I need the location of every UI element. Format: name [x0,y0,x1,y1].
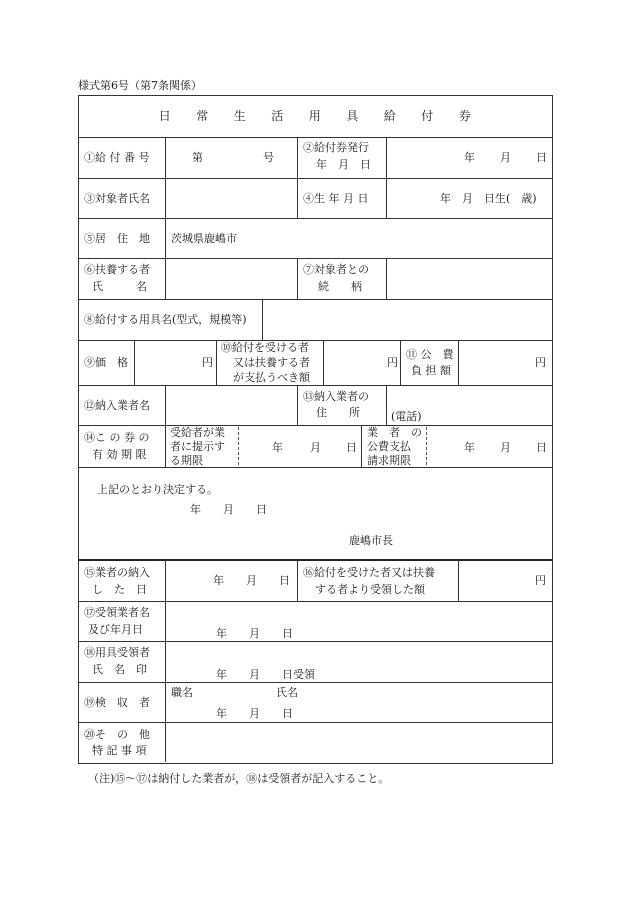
recipient-receipt-date: 年 月 日受領 [216,668,315,681]
address-label: ⑤居 住 地 [84,232,150,245]
dashed-divider [426,427,427,465]
divider [78,258,552,259]
burden-yen: 円 [387,356,398,369]
divider [400,340,401,385]
divider [78,467,552,468]
claim-year: 年 [464,441,475,454]
issue-number-label: ①給 付 番 号 [84,151,150,164]
received-amount-label: ⑯給付を受けた者又は扶養 [303,566,435,579]
divider [297,385,298,425]
supporter-label: ⑥扶養する者 [84,263,150,276]
divider [78,178,552,179]
number-prefix: 第 [192,151,203,164]
remarks-label-2: 特 記 事 項 [92,744,147,757]
form-number: 様式第6号（第7条関係） [78,79,202,92]
inspection-date: 年 月 日 [216,707,293,720]
issue-date-label: ②給付券発行 [303,141,369,154]
public-burden-label: ⑪ 公 費 [406,348,454,361]
equipment-recipient-label-2: 氏 名 印 [92,663,147,676]
vendor-address-label-2: 住 所 [316,406,360,419]
divider [78,722,552,723]
inspector-name-label: 氏名 [276,686,298,699]
subject-name-label: ③対象者氏名 [84,192,150,205]
remarks-label: ⑳そ の 他 [84,728,150,741]
received-amount-label-2: する者より受領した額 [315,583,425,596]
divider [262,299,263,340]
received-yen: 円 [535,574,546,587]
claim-deadline-label-3: 請求期限 [367,454,411,467]
number-suffix: 号 [263,151,274,164]
issue-date-day: 日 [536,151,547,164]
burden-label-2: 又は扶養する者 [233,356,310,369]
divider [386,385,387,425]
divider [78,340,552,341]
price-label: ⑨価 格 [84,356,128,369]
present-deadline-label: 受給者が業 [170,426,225,439]
price-yen: 円 [202,356,213,369]
dashed-divider [238,427,239,465]
divider [458,559,459,601]
divider [361,425,362,467]
divider [165,425,166,467]
claim-day: 日 [536,441,547,454]
decision-text: 上記のとおり決定する。 [97,483,218,496]
delivery-date: 年 月 日 [213,574,290,587]
divider [134,340,135,385]
divider [323,340,324,385]
present-deadline-label-2: 者に提示す [170,440,225,453]
divider [297,137,298,218]
receiving-vendor-label-2: 及び年月日 [88,623,143,636]
inspector-post-label: 職名 [171,686,193,699]
receiving-vendor-label: ⑰受領業者名 [84,606,150,619]
divider [386,258,387,299]
delivery-date-label-2: し た 日 [92,583,147,596]
divider [458,340,459,385]
birth-date-label: ④生 年 月 日 [303,192,369,205]
claim-month: 月 [500,441,511,454]
divider [78,299,552,300]
form-title: 日 常 生 活 用 具 給 付 券 [158,109,472,123]
phone-label: (電話) [391,410,422,423]
birth-date-value: 年 月 日生( 歳) [440,192,537,205]
inspector-label: ⑲検 収 者 [84,696,150,709]
divider [386,137,387,218]
public-yen: 円 [535,356,546,369]
public-burden-label-2: 負 担 額 [411,364,451,377]
receiving-vendor-date: 年 月 日 [216,627,293,640]
footnote: （注)⑮～⑰は納付した業者が，⑱は受領者が記入すること。 [88,772,390,785]
relation-label: ⑦対象者との [303,263,369,276]
mayor-signature-label: 鹿嶋市長 [349,534,393,547]
claim-deadline-label: 業 者 の [367,426,422,439]
divider [165,385,166,425]
present-deadline-label-3: る期限 [170,454,203,467]
relation-label-2: 続 柄 [318,280,362,293]
divider [78,601,552,602]
validity-label: ⑭こ の 券 の [84,431,150,444]
divider [297,258,298,299]
divider [78,425,552,426]
divider [297,559,298,601]
issue-date-year: 年 [464,151,475,164]
present-month: 月 [310,441,321,454]
address-value: 茨城県鹿嶋市 [171,232,237,245]
delivery-date-label: ⑮業者の納入 [84,566,150,579]
divider [78,385,552,386]
equipment-recipient-label: ⑱用具受領者 [84,646,150,659]
divider [78,682,552,683]
divider-thick [78,559,552,561]
vendor-address-label: ⑬納入業者の [303,390,369,403]
present-year: 年 [272,441,283,454]
divider [165,559,166,601]
claim-deadline-label-2: 公費支払 [367,440,411,453]
burden-label: ⑩給付を受ける者 [221,341,309,354]
vendor-name-label: ⑫納入業者名 [84,399,150,412]
divider [78,641,552,642]
burden-label-3: が支払うべき額 [233,371,310,384]
divider [78,137,552,138]
equipment-name-label: ⑧給付する用具名(型式，規模等) [84,313,247,326]
validity-label-2: 有 効 期 限 [92,448,147,461]
divider [78,218,552,219]
divider [165,137,166,299]
decision-date: 年 月 日 [190,503,267,516]
present-day: 日 [346,441,357,454]
issue-date-label-2: 年 月 日 [316,158,371,171]
divider [165,601,166,762]
issue-date-month: 月 [500,151,511,164]
divider [216,340,217,385]
supporter-label-2: 氏 名 [92,280,147,293]
